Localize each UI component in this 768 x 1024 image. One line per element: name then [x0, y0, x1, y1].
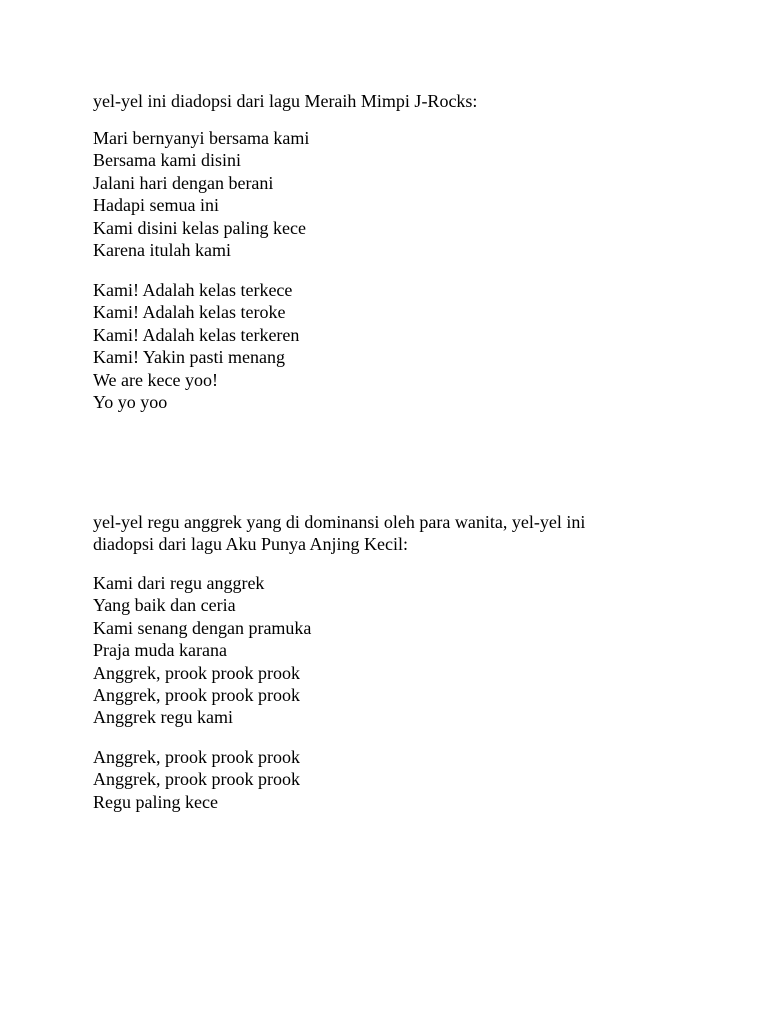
song1-stanza-2: [93, 279, 693, 413]
lyric-line: Anggrek, prook prook prook: [93, 769, 300, 790]
lyric-line: Praja muda karana: [93, 640, 227, 661]
song1-stanza-1: [93, 127, 693, 261]
lyric-line: Kami disini kelas paling kece: [93, 217, 306, 238]
lyric-line: Mari bernyanyi bersama kami: [93, 128, 310, 148]
song2-stanza-2: [93, 746, 693, 813]
lyric-line: Kami! Yakin pasti menang: [93, 347, 285, 368]
song1-intro: [93, 90, 693, 112]
lyric-line: Yo yo yoo: [93, 392, 168, 413]
intro-line: yel-yel regu anggrek yang di dominansi oleh para wanita, yel-yel ini: [93, 512, 586, 532]
intro-line: diadopsi dari lagu Aku Punya Anjing Kecil:: [93, 534, 408, 555]
lyric-line: Anggrek regu kami: [93, 707, 233, 728]
lyric-line: Kami! Adalah kelas teroke: [93, 302, 286, 323]
song2-intro: [93, 511, 693, 556]
lyric-line: Anggrek, prook prook prook: [93, 685, 300, 706]
lyric-line: We are kece yoo!: [93, 369, 218, 390]
lyric-line: Hadapi semua ini: [93, 195, 219, 216]
lyric-line: Kami dari regu anggrek: [93, 573, 265, 593]
lyric-line: Jalani hari dengan berani: [93, 172, 274, 193]
lyric-line: Anggrek, prook prook prook: [93, 747, 300, 767]
song2-stanza-1: [93, 572, 693, 729]
lyric-line: Kami! Adalah kelas terkece: [93, 280, 293, 300]
lyric-line: Karena itulah kami: [93, 240, 231, 261]
lyric-line: Anggrek, prook prook prook: [93, 662, 300, 683]
lyric-line: Regu paling kece: [93, 791, 218, 812]
lyric-line: Yang baik dan ceria: [93, 595, 236, 616]
intro-line: yel-yel ini diadopsi dari lagu Meraih Mimpi J-Rocks:: [93, 91, 478, 111]
lyric-line: Kami senang dengan pramuka: [93, 617, 312, 638]
lyric-line: Kami! Adalah kelas terkeren: [93, 324, 300, 345]
lyric-line: Bersama kami disini: [93, 150, 241, 171]
